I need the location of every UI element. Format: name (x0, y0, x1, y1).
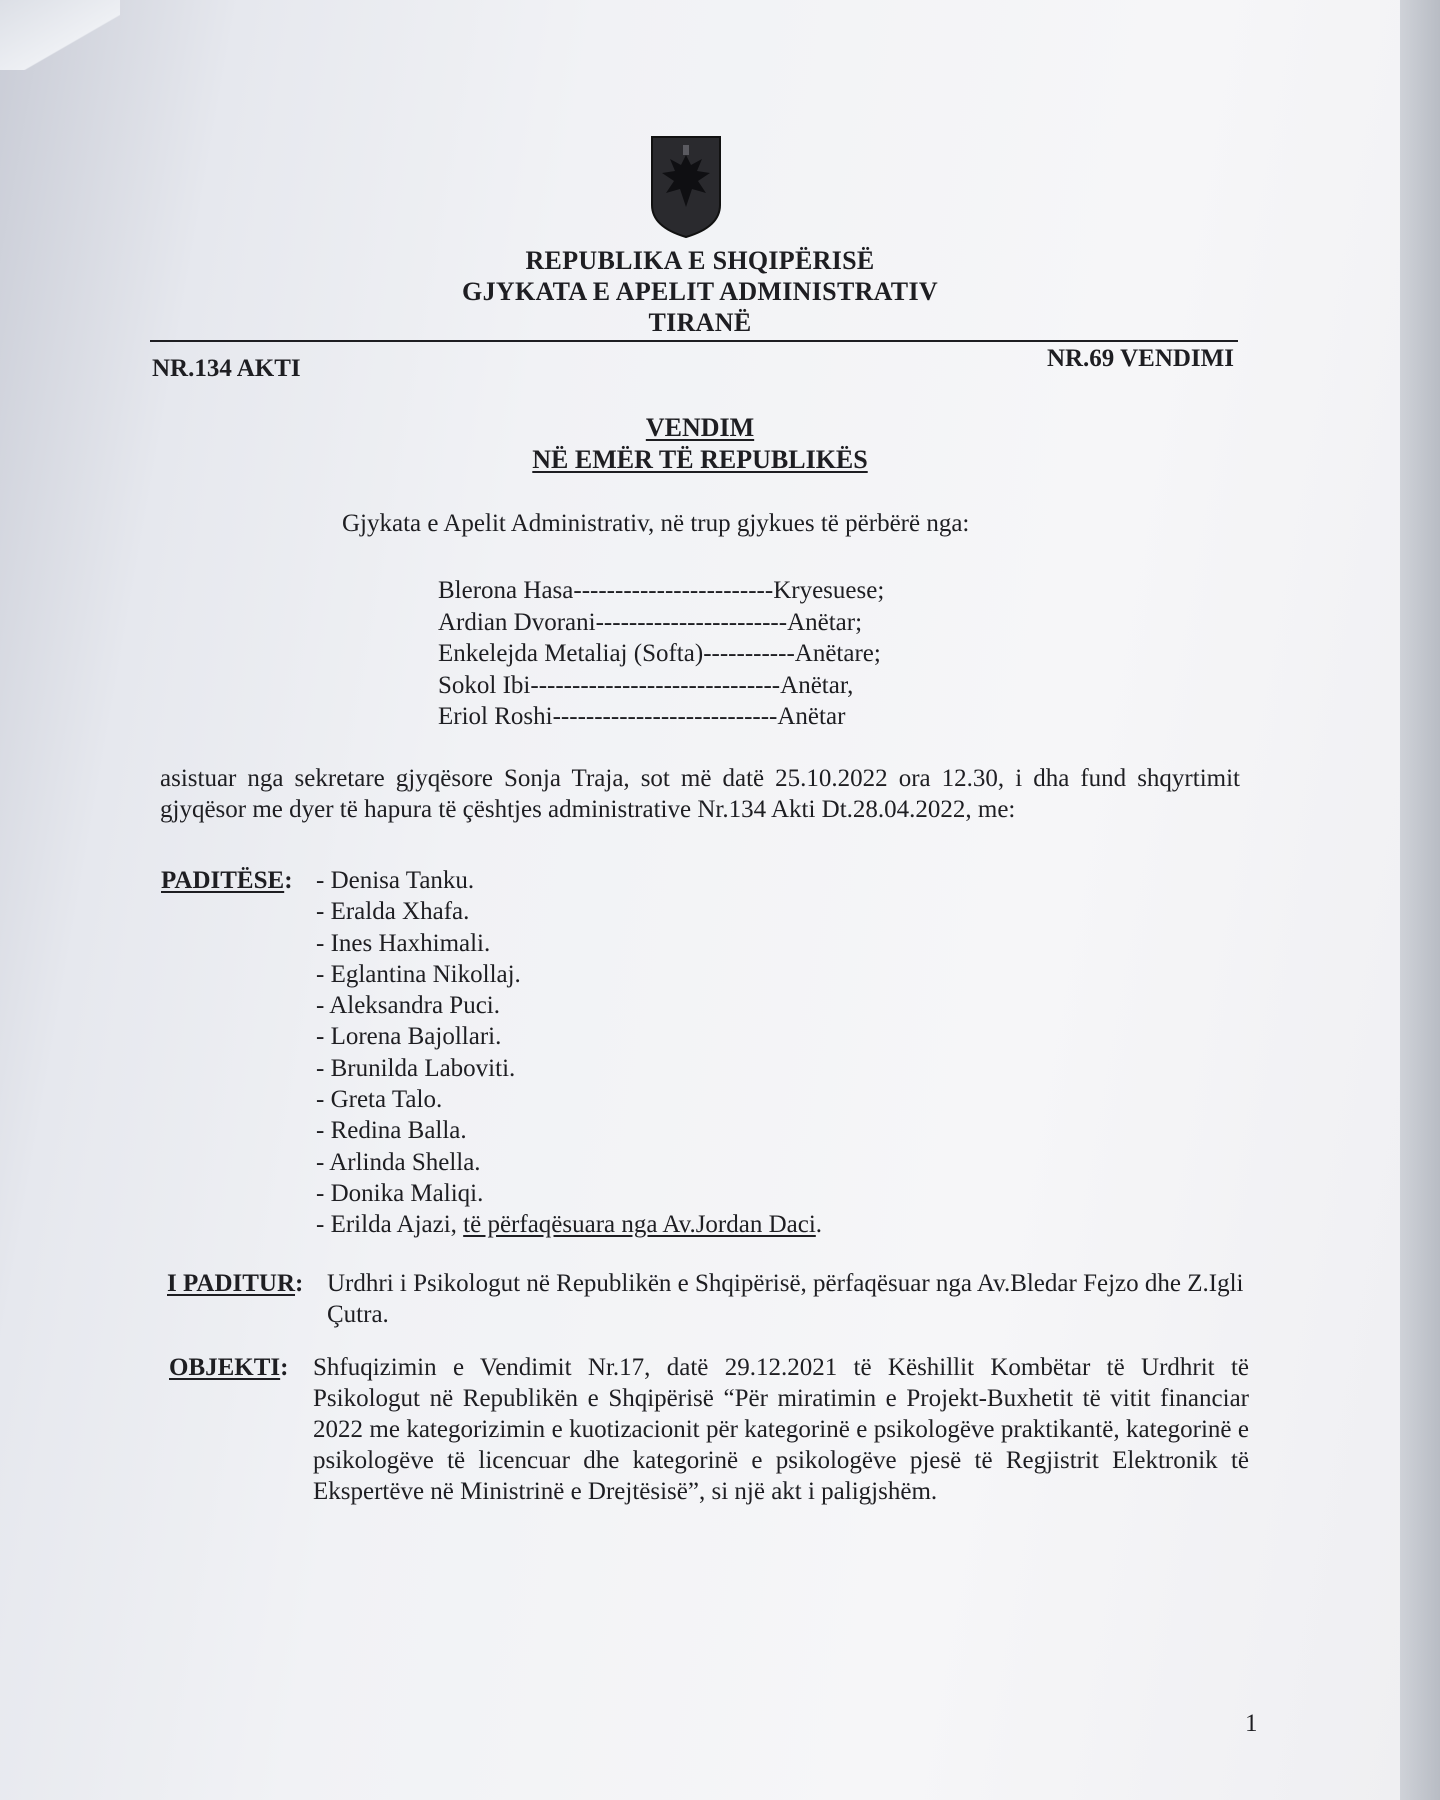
page-corner-shadow (0, 0, 120, 70)
document-page: REPUBLIKA E SHQIPËRISË GJYKATA E APELIT ADMINISTRATIV TIRANË NR.134 AKTI NR.69 VENDIMI VENDIM NË EMËR TË REPUBLIKËS Gjykata e Apelit Administrativ, në trup gjykues të përbërë nga: Blerona Hasa------------------------Kryesuese; Ardian Dvorani-----------------------Anëtar; Enkelejda Metaliaj (Softa)-----------Anëtare; Sokol Ibi------------------------------Anëtar, Eriol Roshi---------------------------Anëtar asistuar nga sekretare gjyqësore Sonja Traja, sot më datë 25.10.2022 ora 12.30, i dha fund shqyrtimit gjyqësor me dyer të hapura të çështjes administrative Nr.134 Akti Dt.28.04.2022, me: PADITËSE: - Denisa Tanku. - Eralda Xhafa. - Ines Haxhimali. - Eglantina Nikollaj. - Aleksandra Puci. - Lorena Bajollari. - Brunilda Laboviti. - Greta Talo. - Redina Balla. - Arlinda Shella. - Donika Maliqi. - Erilda Ajazi, të përfaqësuara nga Av.Jordan Daci. I PADITUR: Urdhri i Psikologut në Republikën e Shqipërisë, përfaqësuar nga Av.Bledar Fejzo dhe Z.Igli Çutra. OBJEKTI: Shfuqizimin e Vendimit Nr.17, datë 29.12.2021 të Këshillit Kombëtar të Urdhrit të Psikologut në Republikën e Shqipërisë “Për miratimin e Projekt-Buxhetit të vitit financiar 2022 me kategorizimin e kuotizacionit për kategorinë e psikologëve praktikantë, kategorinë e psikologëve të licencuar dhe kategorinë e psikologëve pjesë të Regjistrit Elektronik të Ekspertëve në Ministrinë e Drejtësisë”, si një akt i paligjshëm. 1 (0, 0, 1400, 1800)
judicial-panel (438, 575, 884, 733)
decision-title (150, 412, 1250, 476)
plaintiffs-representation: të përfaqësuara nga Av.Jordan Daci (463, 1211, 816, 1239)
list-item: - Arlinda Shella. (316, 1148, 481, 1176)
list-item: - Erilda Ajazi, të përfaqësuara nga Av.Jordan Daci. (316, 1211, 823, 1239)
plaintiffs-list (316, 865, 822, 1241)
title-vendim: VENDIM (645, 413, 755, 442)
panel-member: Sokol Ibi------------------------------Anëtar, (438, 671, 854, 699)
panel-member: Blerona Hasa------------------------Kryesuese; (438, 577, 885, 604)
list-item: - Denisa Tanku. (316, 867, 475, 894)
object-text: Shfuqizimin e Vendimit Nr.17, datë 29.12.2021 të Këshillit Kombëtar të Urdhrit të Psikologut në Republikën e Shqipërisë “Për miratimin e Projekt-Buxhetit të vitit financiar 2022 me kategorizimin e kuotizacionit për kategorinë e psikologëve praktikantë, kategorinë e psikologëve të licencuar dhe kategorinë e psikologëve pjesë të Regjistrit Elektronik të Ekspertëve në Ministrinë e Drejtësisë”, si një akt i paligjshëm. (313, 1354, 1249, 1505)
court-header (150, 245, 1250, 338)
list-item: - Brunilda Laboviti. (316, 1054, 516, 1082)
header-court: GJYKATA E APELIT ADMINISTRATIV (462, 277, 938, 306)
panel-member: Eriol Roshi---------------------------Anëtar (438, 703, 846, 730)
background-page-edge (1400, 0, 1440, 1800)
assisted-paragraph: asistuar nga sekretare gjyqësore Sonja Traja, sot më datë 25.10.2022 ora 12.30, i dha fund shqyrtimit gjyqësor me dyer të hapura të çështjes administrative Nr.134 Akti Dt.28.04.2022, me: (160, 765, 1240, 823)
intro-sentence: Gjykata e Apelit Administrativ, në trup gjykues të përbërë nga: (342, 510, 970, 537)
page-number: 1 (1245, 1710, 1258, 1737)
decision-number: NR.69 VENDIMI (1046, 345, 1234, 372)
list-item: - Eglantina Nikollaj. (316, 960, 521, 988)
list-item: - Redina Balla. (316, 1117, 467, 1145)
panel-member: Enkelejda Metaliaj (Softa)-----------Anëtare; (438, 640, 881, 667)
list-item: - Aleksandra Puci. (316, 992, 500, 1020)
header-city: TIRANË (648, 308, 752, 337)
albanian-coat-of-arms-icon (650, 135, 722, 239)
plaintiffs-label: PADITËSE (161, 867, 285, 894)
act-number: NR.134 AKTI (152, 355, 301, 382)
list-item: - Donika Maliqi. (316, 1179, 484, 1207)
list-item: - Eralda Xhafa. (316, 898, 470, 926)
list-item: - Lorena Bajollari. (316, 1023, 502, 1051)
panel-member: Ardian Dvorani-----------------------Anëtar; (438, 608, 863, 636)
defendant-text: Urdhri i Psikologut në Republikën e Shqipërisë, përfaqësuar nga Av.Bledar Fejzo dhe Z.Igli Çutra. (327, 1270, 1244, 1328)
header-divider (150, 340, 1238, 342)
defendant-label: I PADITUR (167, 1270, 296, 1297)
title-republic: NË EMËR TË REPUBLIKËS (532, 445, 868, 474)
list-item: - Ines Haxhimali. (316, 929, 491, 957)
header-republic: REPUBLIKA E SHQIPËRISË (525, 246, 875, 275)
object-label: OBJEKTI (169, 1354, 281, 1381)
list-item: - Greta Talo. (316, 1086, 443, 1114)
